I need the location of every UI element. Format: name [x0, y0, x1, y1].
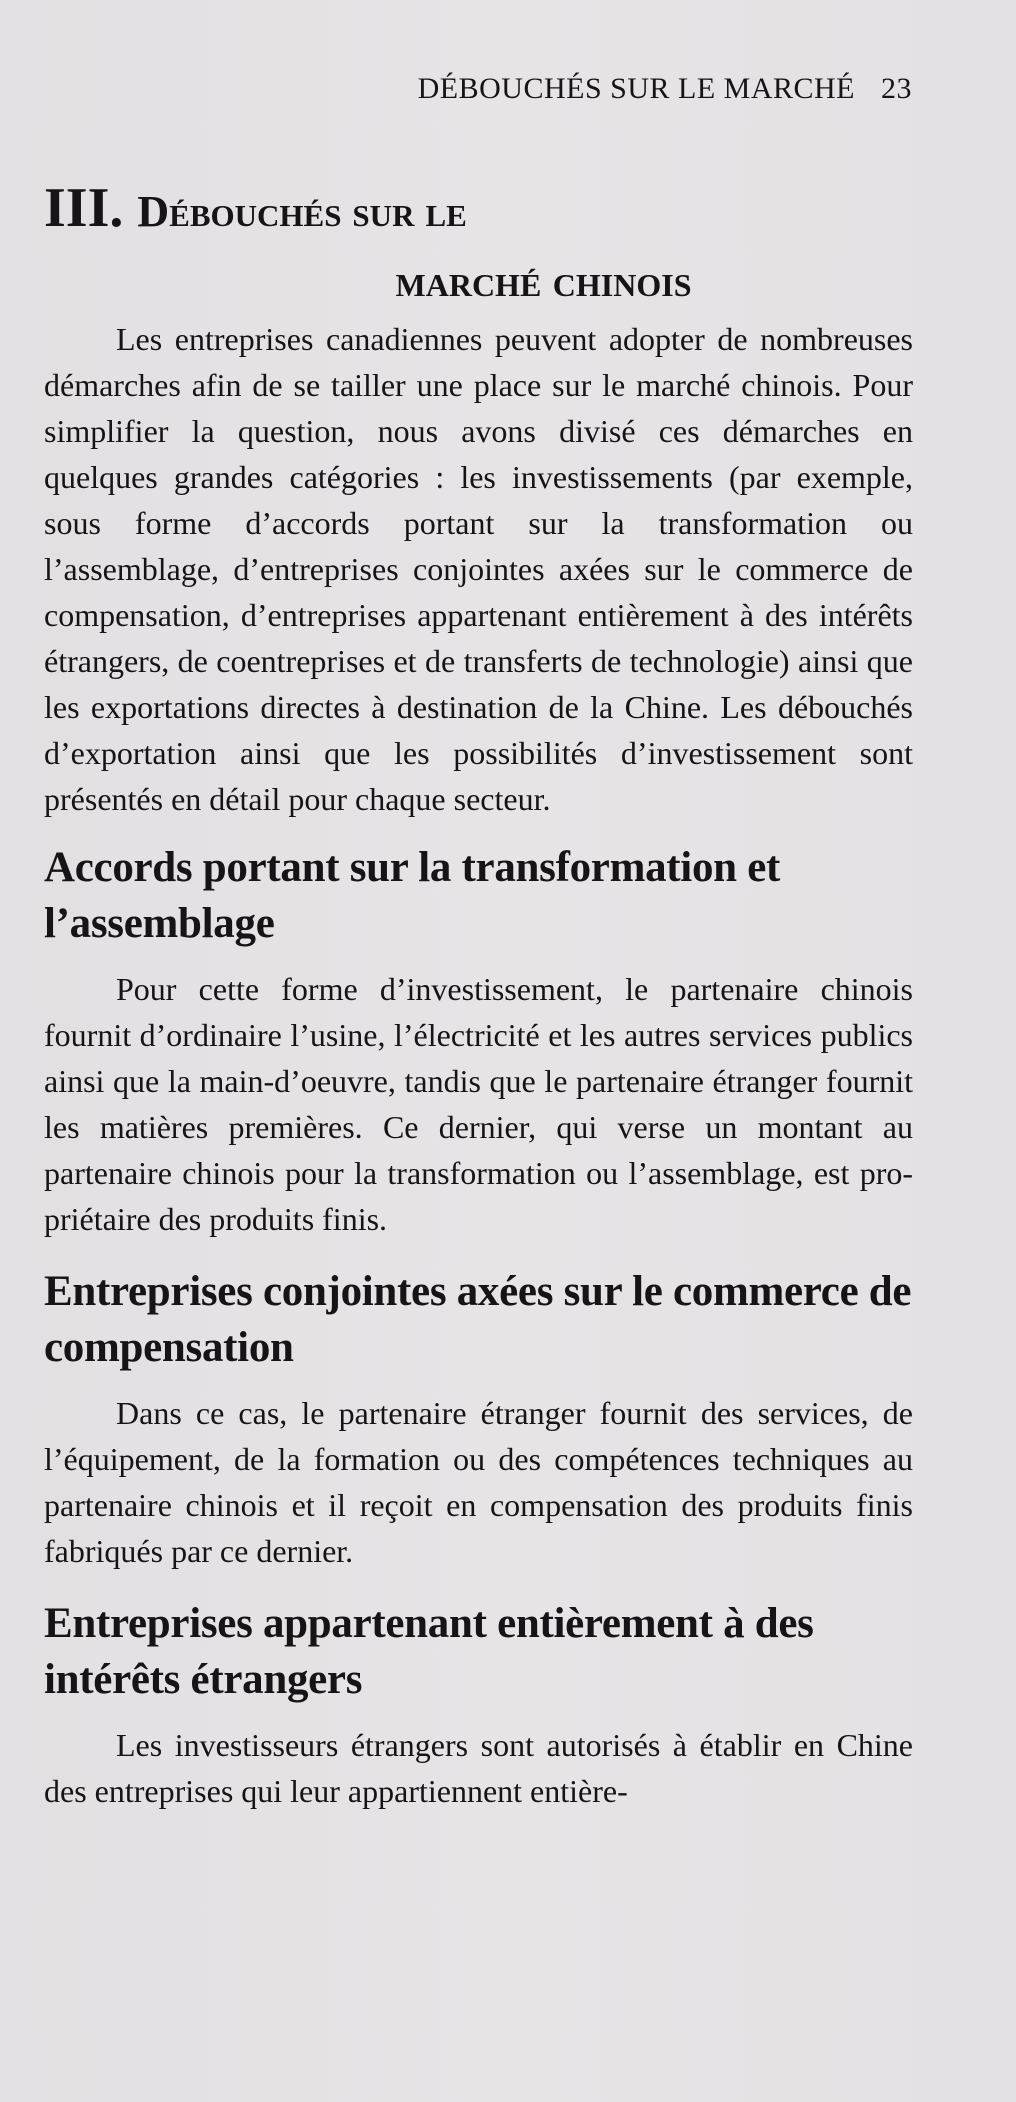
- chapter-title: [44, 178, 913, 306]
- section-heading-compensation-trade: Entreprises conjointes axées sur le commerce de compensation: [44, 1268, 912, 1372]
- section-heading-wholly-foreign-owned: Entreprises appartenant entièrement à des intérêts étrangers: [44, 1600, 814, 1704]
- section-paragraph-wholly-foreign-owned: Les investisseurs étrangers sont autorisés à établir en Chine des entreprises qui leur appartiennent entière-: [44, 1727, 913, 1810]
- intro-paragraph: Les entreprises canadiennes peuvent adopter de nombreuses démarches afin de se tailler une place sur le marché chinois. Pour simplifier la question, nous avons divisé ces démarches en quelques grandes catégories : les investissements (par exemple, sous forme d’accords portant sur la transformation ou l’assemblage, d’entreprises conjointes axées sur le commerce de compensation, d’entreprises appartenant entièrement à des intérêts étrangers, de coentreprises et de transferts de technologie) ainsi que les exportations directes à destination de la Chine. Les débouchés d’exportation ainsi que les possibilités d’investissement sont présentés en détail pour chaque secteur.: [44, 321, 913, 818]
- chapter-title-line2: marché chinois: [395, 254, 692, 306]
- page-body: [44, 178, 913, 1814]
- running-header: [418, 72, 912, 106]
- section-paragraph-compensation-trade: Dans ce cas, le partenaire étranger fournit des services, de l’équipement, de la formation ou des compétences techniques au partenaire chinois et il reçoit en compensation des produits finis fabriqués par ce dernier.: [44, 1395, 913, 1570]
- running-title: DÉBOUCHÉS SUR LE MARCHÉ: [417, 72, 855, 105]
- chapter-title-line1: Débouchés sur le: [137, 187, 467, 236]
- section-heading-processing-assembly: Accords portant sur la transformation et l’assemblage: [44, 844, 781, 948]
- page-number: 23: [881, 72, 912, 105]
- chapter-numeral: III.: [44, 177, 124, 239]
- section-paragraph-processing-assembly: Pour cette forme d’investissement, le partenaire chinois fournit d’ordinaire l’usine, l’électricité et les autres services publics ainsi que la main-d’oeuvre, tandis que le partenaire étranger fournit les matières premières. Ce dernier, qui verse un montant au partenaire chinois pour la transformation ou l’assemblage, est propriétaire des produits finis.: [44, 971, 913, 1238]
